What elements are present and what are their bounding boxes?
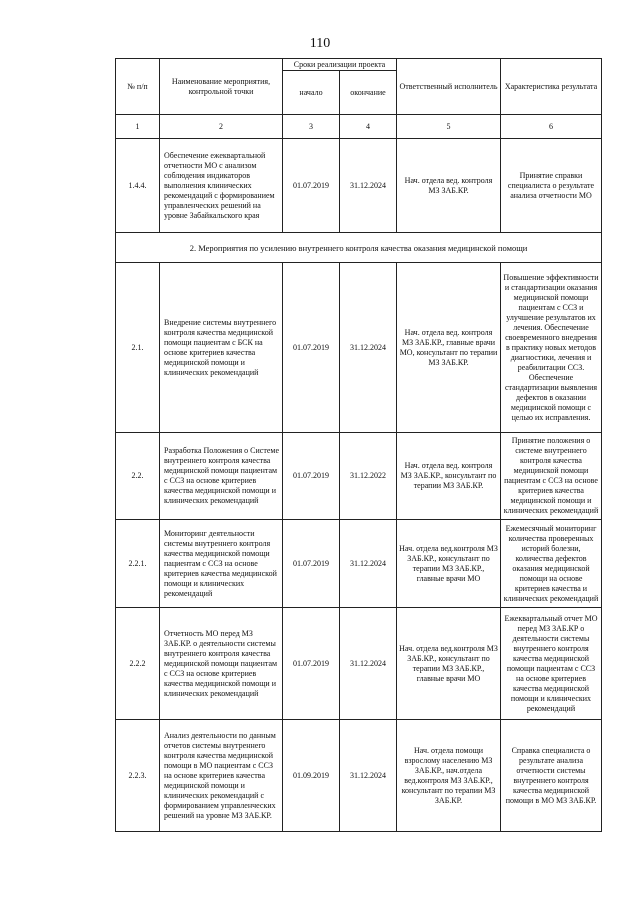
row-result: Справка специалиста о результате анализа отчетности системы внутреннего контроля качества медицинской помощи в МО МЗ ЗАБ.КР. [501, 720, 602, 832]
row-result: Принятие справки специалиста о результате анализа отчетности МО [501, 139, 602, 233]
column-number-cell: 6 [501, 115, 602, 139]
row-name: Анализ деятельности по данным отчетов системы внутреннего контроля качества медицинской помощи в МО пациентам с ССЗ на основе критериев качества медицинской помощи и клинических рекомендаций с формированием управленческих решений на уровне МЗ ЗАБ.КР. [160, 720, 283, 832]
column-number-cell: 4 [340, 115, 397, 139]
column-number-cell: 2 [160, 115, 283, 139]
row-responsible: Нач. отдела помощи взрослому населению МЗ ЗАБ.КР., нач.отдела вед.контроля МЗ ЗАБ.КР., консультант по терапии МЗ ЗАБ.КР. [397, 720, 501, 832]
row-start: 01.07.2019 [283, 433, 340, 520]
row-result: Ежемесячный мониторинг количества проверенных историй болезни, количества дефектов оказания медицинской помощи на основе критериев качества и клинических рекомендаций [501, 520, 602, 608]
row-responsible: Нач. отдела вед. контроля МЗ ЗАБ.КР., главные врачи МО, консультант по терапии МЗ ЗАБ.КР. [397, 263, 501, 433]
column-number-cell: 1 [116, 115, 160, 139]
table-row [116, 520, 602, 608]
row-num: 2.1. [116, 263, 160, 433]
header-end: окончание [340, 71, 397, 115]
row-start: 01.07.2019 [283, 520, 340, 608]
header-period: Сроки реализации проекта [283, 59, 397, 71]
row-end: 31.12.2024 [340, 263, 397, 433]
row-num: 2.2.2 [116, 608, 160, 720]
row-responsible: Нач. отдела вед. контроля МЗ ЗАБ.КР. [397, 139, 501, 233]
page-number: 110 [309, 36, 331, 51]
row-name: Отчетность МО перед МЗ ЗАБ.КР. о деятельности системы внутреннего контроля качества медицинской помощи пациентам с ССЗ на основе критериев качества медицинской помощи и клинических рекомендаций [160, 608, 283, 720]
plan-table [115, 58, 602, 832]
row-name: Обеспечение ежеквартальной отчетности МО с анализом соблюдения индикаторов выполнения клинических рекомендаций с формированием управленческих решений на уровне Забайкальского края [160, 139, 283, 233]
row-num: 1.4.4. [116, 139, 160, 233]
column-number-cell: 3 [283, 115, 340, 139]
row-result: Ежеквартальный отчет МО перед МЗ ЗАБ.КР о деятельности системы внутреннего контроля качества медицинской помощи пациентам с ССЗ на основе критериев качества медицинской помощи и клинических рекомендаций [501, 608, 602, 720]
row-end: 31.12.2024 [340, 520, 397, 608]
table-row [116, 720, 602, 832]
row-name: Внедрение системы внутреннего контроля качества медицинской помощи пациентам с БСК на основе критериев качества медицинской помощи и клинических рекомендаций [160, 263, 283, 433]
row-start: 01.07.2019 [283, 139, 340, 233]
header-responsible: Ответственный исполнитель [397, 59, 501, 115]
row-end: 31.12.2024 [340, 608, 397, 720]
row-result: Принятие положения о системе внутреннего контроля качества медицинской помощи пациентам с ССЗ на основе критериев качества медицинской помощи и клинических рекомендаций [501, 433, 602, 520]
section-heading: 2. Мероприятия по усилению внутреннего контроля качества оказания медицинской помощи [116, 233, 602, 263]
header-name: Наименование мероприятия, контрольной точки [160, 59, 283, 115]
row-num: 2.2.1. [116, 520, 160, 608]
row-start: 01.07.2019 [283, 263, 340, 433]
header-num: № п/п [116, 59, 160, 115]
row-name: Разработка Положения о Системе внутреннего контроля качества медицинской помощи пациентам с ССЗ на основе критериев качества медицинской помощи и клинических рекомендаций [160, 433, 283, 520]
table-row [116, 263, 602, 433]
row-start: 01.07.2019 [283, 608, 340, 720]
row-responsible: Нач. отдела вед. контроля МЗ ЗАБ.КР., консультант по терапии МЗ ЗАБ.КР. [397, 433, 501, 520]
row-responsible: Нач. отдела вед.контроля МЗ ЗАБ.КР., консультант по терапии МЗ ЗАБ.КР., главные врачи МО [397, 520, 501, 608]
row-responsible: Нач. отдела вед.контроля МЗ ЗАБ.КР., консультант по терапии МЗ ЗАБ.КР., главные врачи МО [397, 608, 501, 720]
table-row [116, 139, 602, 233]
header-start: начало [283, 71, 340, 115]
row-end: 31.12.2024 [340, 720, 397, 832]
row-name: Мониторинг деятельности системы внутреннего контроля качества медицинской помощи пациентам с ССЗ на основе критериев качества медицинской помощи и клинических рекомендаций [160, 520, 283, 608]
row-result: Повышение эффективности и стандартизации оказания медицинской помощи пациентам с ССЗ и улучшение результатов их лечения. Обеспечение своевременного внедрения в практику новых методов диагностики, лечения и реабилитации ССЗ. Обеспечение стандартизации выявления дефектов в оказании медицинской помощи с целью их исправления. [501, 263, 602, 433]
table-row [116, 433, 602, 520]
row-end: 31.12.2022 [340, 433, 397, 520]
row-end: 31.12.2024 [340, 139, 397, 233]
row-num: 2.2. [116, 433, 160, 520]
header-result: Характеристика результата [501, 59, 602, 115]
column-number-cell: 5 [397, 115, 501, 139]
table-row [116, 608, 602, 720]
row-start: 01.09.2019 [283, 720, 340, 832]
row-num: 2.2.3. [116, 720, 160, 832]
